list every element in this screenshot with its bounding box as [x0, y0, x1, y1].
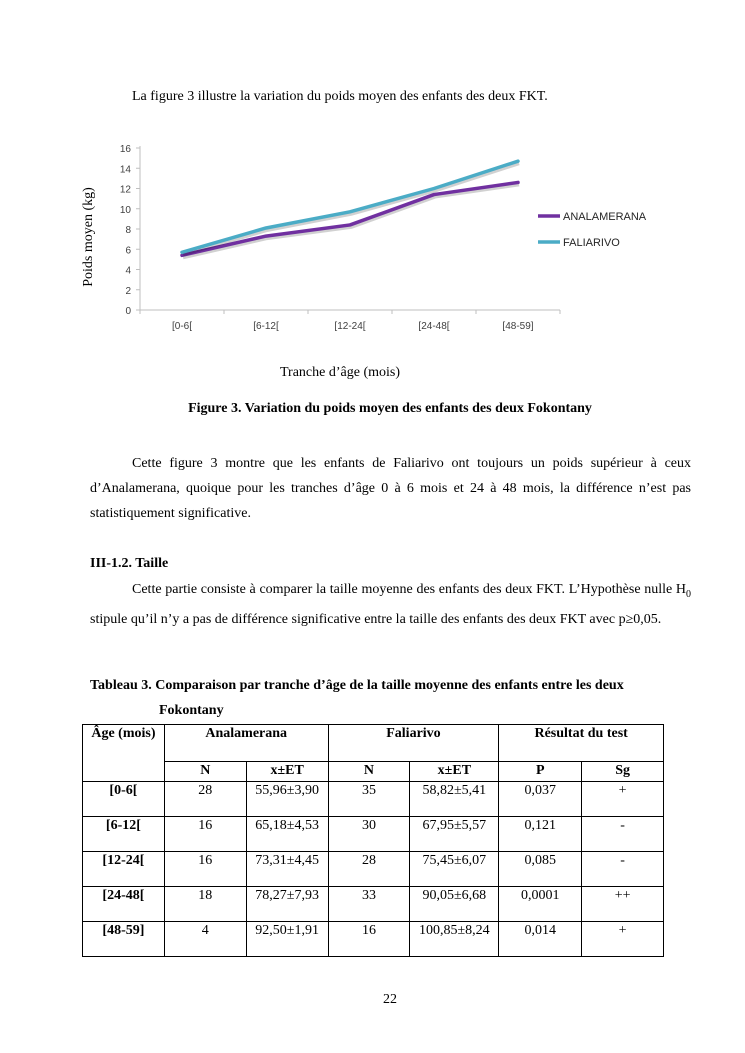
x-tick-labels: [172, 321, 534, 332]
subheader-n1: N: [164, 762, 246, 782]
figure-caption: Figure 3. Variation du poids moyen des enfants des deux Fokontany: [188, 401, 592, 416]
table-caption-line2: Fokontany: [159, 703, 224, 718]
paragraph-2-part2: stipule qu’il n’y a pas de différence significative entre la taille des enfants des deux FKT avec p≥0,05.: [90, 611, 662, 627]
x-tick-label: [6-12[: [253, 321, 279, 332]
cell-mean2: 90,05±6,68: [410, 887, 499, 922]
cell-n2: 16: [328, 922, 410, 957]
table-row: [83, 922, 664, 957]
x-tick-label: [0-6[: [171, 321, 193, 332]
subheader-sg: Sg: [582, 762, 664, 782]
table-row: [83, 817, 664, 852]
cell-p: 0,085: [499, 852, 582, 887]
table-caption-line1: Tableau 3. Comparaison par tranche d’âge de la taille moyenne des enfants entre les deux: [90, 678, 624, 693]
cell-n1: 28: [164, 782, 246, 817]
y-tick-label: 8: [125, 225, 131, 236]
cell-mean1: 55,96±3,90: [246, 782, 328, 817]
x-tick-label: [12-24[: [334, 321, 366, 332]
cell-mean1: 65,18±4,53: [246, 817, 328, 852]
cell-mean1: 92,50±1,91: [246, 922, 328, 957]
y-axis-title: Poids moyen (kg): [81, 187, 96, 287]
cell-mean2: 75,45±6,07: [410, 852, 499, 887]
y-tick-label: 0: [125, 306, 131, 317]
cell-age: [0-6[: [83, 782, 165, 817]
height-comparison-table: [82, 724, 664, 957]
cell-age: [48-59]: [83, 922, 165, 957]
table-row: [83, 852, 664, 887]
subheader-mean1: x±ET: [246, 762, 328, 782]
group2-header: Faliarivo: [328, 725, 499, 762]
cell-age: [6-12[: [83, 817, 165, 852]
table-row: [83, 782, 664, 817]
legend-label: ANALAMERANA: [563, 211, 647, 223]
cell-n1: 18: [164, 887, 246, 922]
cell-mean2: 67,95±5,57: [410, 817, 499, 852]
section-title: III-1.2. Taille: [90, 556, 169, 571]
subheader-n2: N: [328, 762, 410, 782]
cell-age: [12-24[: [83, 852, 165, 887]
subheader-mean2: x±ET: [410, 762, 499, 782]
x-tick-label: [48-59]: [502, 321, 534, 332]
cell-mean1: 78,27±7,93: [246, 887, 328, 922]
age-header: Âge (mois): [83, 725, 165, 782]
table-caption: [90, 673, 710, 723]
cell-n1: 16: [164, 852, 246, 887]
paragraph-1: [90, 451, 691, 526]
table-row: [83, 887, 664, 922]
chart-legend: [538, 211, 647, 249]
cell-n1: 4: [164, 922, 246, 957]
result-header: Résultat du test: [499, 725, 664, 762]
cell-p: 0,037: [499, 782, 582, 817]
paragraph-2: [90, 577, 691, 632]
group1-header: Analamerana: [164, 725, 328, 762]
y-tick-label: 2: [125, 285, 131, 297]
y-tick-label: 14: [119, 164, 131, 176]
cell-sg: -: [582, 852, 664, 887]
y-tick-label: 6: [125, 245, 131, 257]
cell-n2: 35: [328, 782, 410, 817]
cell-n2: 33: [328, 887, 410, 922]
cell-n2: 28: [328, 852, 410, 887]
series-shadow-0: [183, 184, 519, 257]
weight-line-chart: [76, 136, 676, 336]
cell-p: 0,121: [499, 817, 582, 852]
cell-mean2: 100,85±8,24: [410, 922, 499, 957]
cell-sg: +: [582, 922, 664, 957]
chart-series: [182, 161, 519, 257]
cell-p: 0,014: [499, 922, 582, 957]
paragraph-1-text: Cette figure 3 montre que les enfants de Faliarivo ont toujours un poids supérieur à ceux d’Analamerana, quoique pour les tranches d’âge 0 à 6 mois et 24 à 48 mois, la différence n’est pas statistiquement significative.: [90, 456, 691, 521]
x-axis-title: Tranche d’âge (mois): [280, 365, 401, 380]
cell-age: [24-48[: [83, 887, 165, 922]
x-tick-label: [24-48[: [418, 321, 450, 332]
cell-sg: ++: [582, 887, 664, 922]
series-line-faliarivo: [182, 161, 518, 252]
y-tick-label: 12: [119, 184, 131, 196]
page-number: 22: [383, 992, 397, 1007]
cell-n1: 16: [164, 817, 246, 852]
legend-label: FALIARIVO: [563, 237, 620, 249]
cell-p: 0,0001: [499, 887, 582, 922]
cell-mean1: 73,31±4,45: [246, 852, 328, 887]
cell-n2: 30: [328, 817, 410, 852]
y-tick-label: 16: [119, 144, 131, 155]
paragraph-2-part1: Cette partie consiste à comparer la taille moyenne des enfants des deux FKT. L’Hypothèse nulle H: [132, 582, 686, 597]
y-tick-label: 4: [125, 265, 131, 277]
intro-text: La figure 3 illustre la variation du poids moyen des enfants des deux FKT.: [132, 89, 548, 104]
paragraph-2-subscript: 0: [686, 588, 691, 600]
y-tick-labels: [120, 144, 132, 317]
subheader-p: P: [499, 762, 582, 782]
cell-sg: +: [582, 782, 664, 817]
cell-mean2: 58,82±5,41: [410, 782, 499, 817]
y-tick-label: 10: [119, 204, 131, 216]
cell-sg: -: [582, 817, 664, 852]
